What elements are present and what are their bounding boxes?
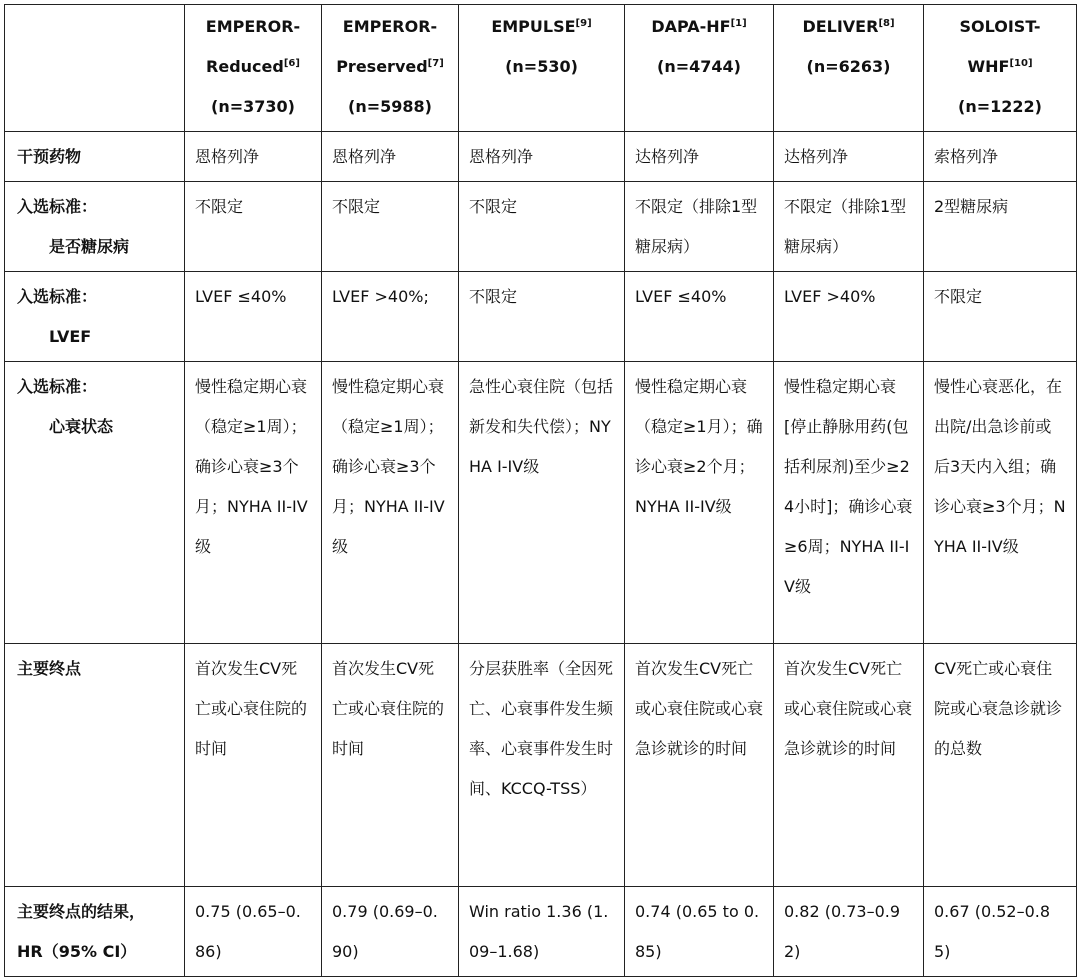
col-header-emperor-reduced: [185, 5, 322, 132]
table-cell: 2型糖尿病: [924, 182, 1077, 272]
row-label-line1: 主要终点的结果，: [17, 902, 146, 921]
table-cell: 达格列净: [774, 132, 924, 182]
row-label-line2: LVEF: [49, 327, 92, 346]
row-label-line1: 入选标准：: [17, 287, 98, 306]
table-cell: 不限定: [459, 272, 625, 362]
row-diabetes: [5, 182, 1077, 272]
col-name-line2: Reduced: [206, 57, 284, 76]
table-cell: 慢性稳定期心衰（稳定≥1月）；确诊心衰≥2个月；NYHA II-IV级: [625, 362, 774, 644]
table-cell: 慢性稳定期心衰[停止静脉用药(包括利尿剂)至少≥24小时]；确诊心衰≥6周；NYHA II-IV级: [774, 362, 924, 644]
row-label: [5, 887, 185, 977]
col-name-line1: SOLOIST-: [959, 17, 1041, 36]
table-cell: 慢性稳定期心衰（稳定≥1周）；确诊心衰≥3个月；NYHA II-IV级: [322, 362, 459, 644]
table-cell: LVEF >40%: [774, 272, 924, 362]
table-cell: 不限定（排除1型糖尿病）: [625, 182, 774, 272]
row-label-line2: 是否糖尿病: [49, 237, 130, 256]
table-cell: 恩格列净: [459, 132, 625, 182]
corner-cell: [5, 5, 185, 132]
col-name-line1: EMPULSE: [491, 17, 576, 36]
row-label-line1: 入选标准：: [17, 197, 98, 216]
col-n: (n=530): [505, 57, 578, 76]
table-cell: LVEF ≤40%: [625, 272, 774, 362]
table-cell: 急性心衰住院（包括新发和失代偿）；NYHA I-IV级: [459, 362, 625, 644]
row-label: [5, 644, 185, 887]
col-header-empulse: [459, 5, 625, 132]
row-lvef: [5, 272, 1077, 362]
table-cell: 恩格列净: [185, 132, 322, 182]
table-cell: 不限定: [924, 272, 1077, 362]
row-label: [5, 182, 185, 272]
table-header-row: [5, 5, 1077, 132]
table-cell: 首次发生CV死亡或心衰住院的时间: [185, 644, 322, 887]
col-n: (n=4744): [657, 57, 741, 76]
table-cell: 恩格列净: [322, 132, 459, 182]
col-ref: [10]: [1009, 58, 1033, 69]
col-ref: [8]: [878, 18, 895, 29]
col-name-line1: EMPEROR-: [205, 17, 301, 36]
col-ref: [1]: [730, 18, 747, 29]
table-cell: 达格列净: [625, 132, 774, 182]
table-cell: 首次发生CV死亡或心衰住院的时间: [322, 644, 459, 887]
row-primary-endpoint: [5, 644, 1077, 887]
col-name-line1: DELIVER: [802, 17, 879, 36]
table-cell: 0.82 (0.73–0.92): [774, 887, 924, 977]
col-n: (n=3730): [211, 97, 295, 116]
table-cell: LVEF ≤40%: [185, 272, 322, 362]
row-label-line1: 主要终点: [17, 659, 82, 678]
row-label-line1: 入选标准：: [17, 377, 98, 396]
col-header-dapa-hf: [625, 5, 774, 132]
table-cell: 不限定（排除1型糖尿病）: [774, 182, 924, 272]
row-intervention: [5, 132, 1077, 182]
col-name-line1: DAPA-HF: [651, 17, 731, 36]
col-name-line1: EMPEROR-: [342, 17, 438, 36]
table-cell: 首次发生CV死亡或心衰住院或心衰急诊就诊的时间: [625, 644, 774, 887]
row-label: [5, 132, 185, 182]
trial-comparison-table: [4, 4, 1077, 977]
col-ref: [6]: [283, 58, 300, 69]
table-cell: Win ratio 1.36 (1.09–1.68): [459, 887, 625, 977]
row-primary-result: [5, 887, 1077, 977]
col-n: (n=5988): [348, 97, 432, 116]
table-cell: 0.79 (0.69–0.90): [322, 887, 459, 977]
table-cell: 慢性稳定期心衰（稳定≥1周）；确诊心衰≥3个月；NYHA II-IV级: [185, 362, 322, 644]
row-label-line2: 心衰状态: [49, 417, 114, 436]
col-ref: [7]: [427, 58, 444, 69]
table-cell: 不限定: [322, 182, 459, 272]
col-ref: [9]: [575, 18, 592, 29]
table-cell: 索格列净: [924, 132, 1077, 182]
table-cell: LVEF >40%;: [322, 272, 459, 362]
table-cell: 不限定: [185, 182, 322, 272]
table-cell: 0.75 (0.65–0.86): [185, 887, 322, 977]
row-label: [5, 362, 185, 644]
row-label-line1: 干预药物: [17, 147, 82, 166]
col-name-line2: Preserved: [336, 57, 428, 76]
row-label-line2: HR（95% CI）: [17, 942, 137, 961]
table-cell: 分层获胜率（全因死亡、心衰事件发生频率、心衰事件发生时间、KCCQ-TSS）: [459, 644, 625, 887]
row-hf-status: [5, 362, 1077, 644]
col-n: (n=1222): [958, 97, 1042, 116]
table-cell: CV死亡或心衰住院或心衰急诊就诊的总数: [924, 644, 1077, 887]
col-header-deliver: [774, 5, 924, 132]
col-n: (n=6263): [806, 57, 891, 76]
table-cell: 0.67 (0.52–0.85): [924, 887, 1077, 977]
table-cell: 首次发生CV死亡或心衰住院或心衰急诊就诊的时间: [774, 644, 924, 887]
col-name-line2: WHF: [967, 57, 1010, 76]
table-cell: 不限定: [459, 182, 625, 272]
col-header-soloist-whf: [924, 5, 1077, 132]
table-cell: 慢性心衰恶化，在出院/出急诊前或后3天内入组；确诊心衰≥3个月；NYHA II-IV级: [924, 362, 1077, 644]
col-header-emperor-preserved: [322, 5, 459, 132]
row-label: [5, 272, 185, 362]
table-cell: 0.74 (0.65 to 0.85): [625, 887, 774, 977]
